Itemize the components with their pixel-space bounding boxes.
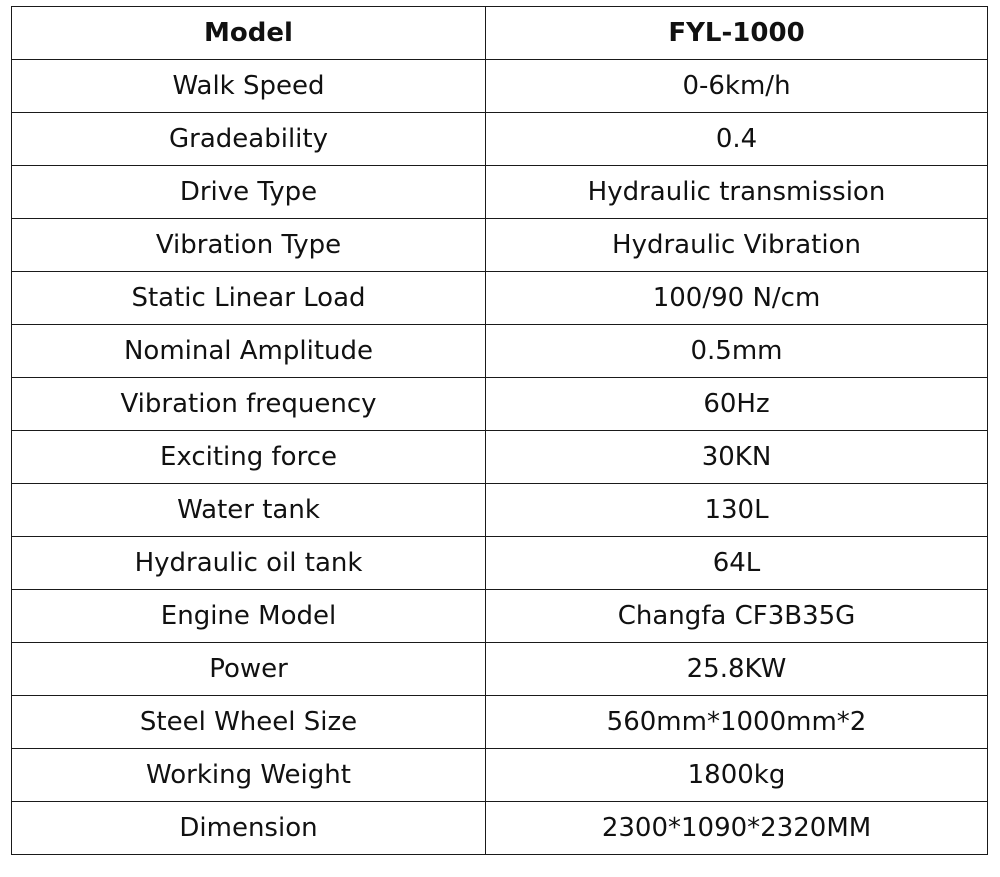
spec-value: 30KN bbox=[486, 431, 988, 484]
spec-label: Water tank bbox=[12, 484, 486, 537]
spec-value: 2300*1090*2320MM bbox=[486, 802, 988, 855]
spec-value: 0-6km/h bbox=[486, 60, 988, 113]
spec-label: Vibration Type bbox=[12, 219, 486, 272]
table-row bbox=[12, 219, 988, 272]
spec-label: Hydraulic oil tank bbox=[12, 537, 486, 590]
spec-label: Steel Wheel Size bbox=[12, 696, 486, 749]
table-row bbox=[12, 378, 988, 431]
table-row bbox=[12, 113, 988, 166]
table-row bbox=[12, 431, 988, 484]
spec-label: Gradeability bbox=[12, 113, 486, 166]
spec-label: Dimension bbox=[12, 802, 486, 855]
spec-label: Nominal Amplitude bbox=[12, 325, 486, 378]
table-row bbox=[12, 537, 988, 590]
spec-value: 1800kg bbox=[486, 749, 988, 802]
spec-label: Exciting force bbox=[12, 431, 486, 484]
table-row bbox=[12, 643, 988, 696]
spec-value: 0.5mm bbox=[486, 325, 988, 378]
table-row bbox=[12, 166, 988, 219]
spec-value: 25.8KW bbox=[486, 643, 988, 696]
table-row bbox=[12, 484, 988, 537]
spec-label: Vibration frequency bbox=[12, 378, 486, 431]
table-row bbox=[12, 325, 988, 378]
spec-value: Hydraulic transmission bbox=[486, 166, 988, 219]
spec-label: Working Weight bbox=[12, 749, 486, 802]
table-row bbox=[12, 802, 988, 855]
spec-label: Static Linear Load bbox=[12, 272, 486, 325]
spec-value: 130L bbox=[486, 484, 988, 537]
spec-label: Engine Model bbox=[12, 590, 486, 643]
header-model-cell: FYL-1000 bbox=[486, 7, 988, 60]
header-row bbox=[12, 7, 988, 60]
spec-value: Hydraulic Vibration bbox=[486, 219, 988, 272]
table-row bbox=[12, 696, 988, 749]
spec-label: Power bbox=[12, 643, 486, 696]
table-row bbox=[12, 60, 988, 113]
table-row bbox=[12, 749, 988, 802]
spec-label: Drive Type bbox=[12, 166, 486, 219]
spec-value: 100/90 N/cm bbox=[486, 272, 988, 325]
header-label-cell: Model bbox=[12, 7, 486, 60]
spec-table bbox=[11, 6, 988, 855]
spec-value: 64L bbox=[486, 537, 988, 590]
spec-value: Changfa CF3B35G bbox=[486, 590, 988, 643]
table-row bbox=[12, 272, 988, 325]
table-row bbox=[12, 590, 988, 643]
spec-value: 560mm*1000mm*2 bbox=[486, 696, 988, 749]
spec-label: Walk Speed bbox=[12, 60, 486, 113]
spec-table-body bbox=[12, 60, 988, 855]
spec-value: 0.4 bbox=[486, 113, 988, 166]
spec-table-header bbox=[12, 7, 988, 60]
spec-value: 60Hz bbox=[486, 378, 988, 431]
